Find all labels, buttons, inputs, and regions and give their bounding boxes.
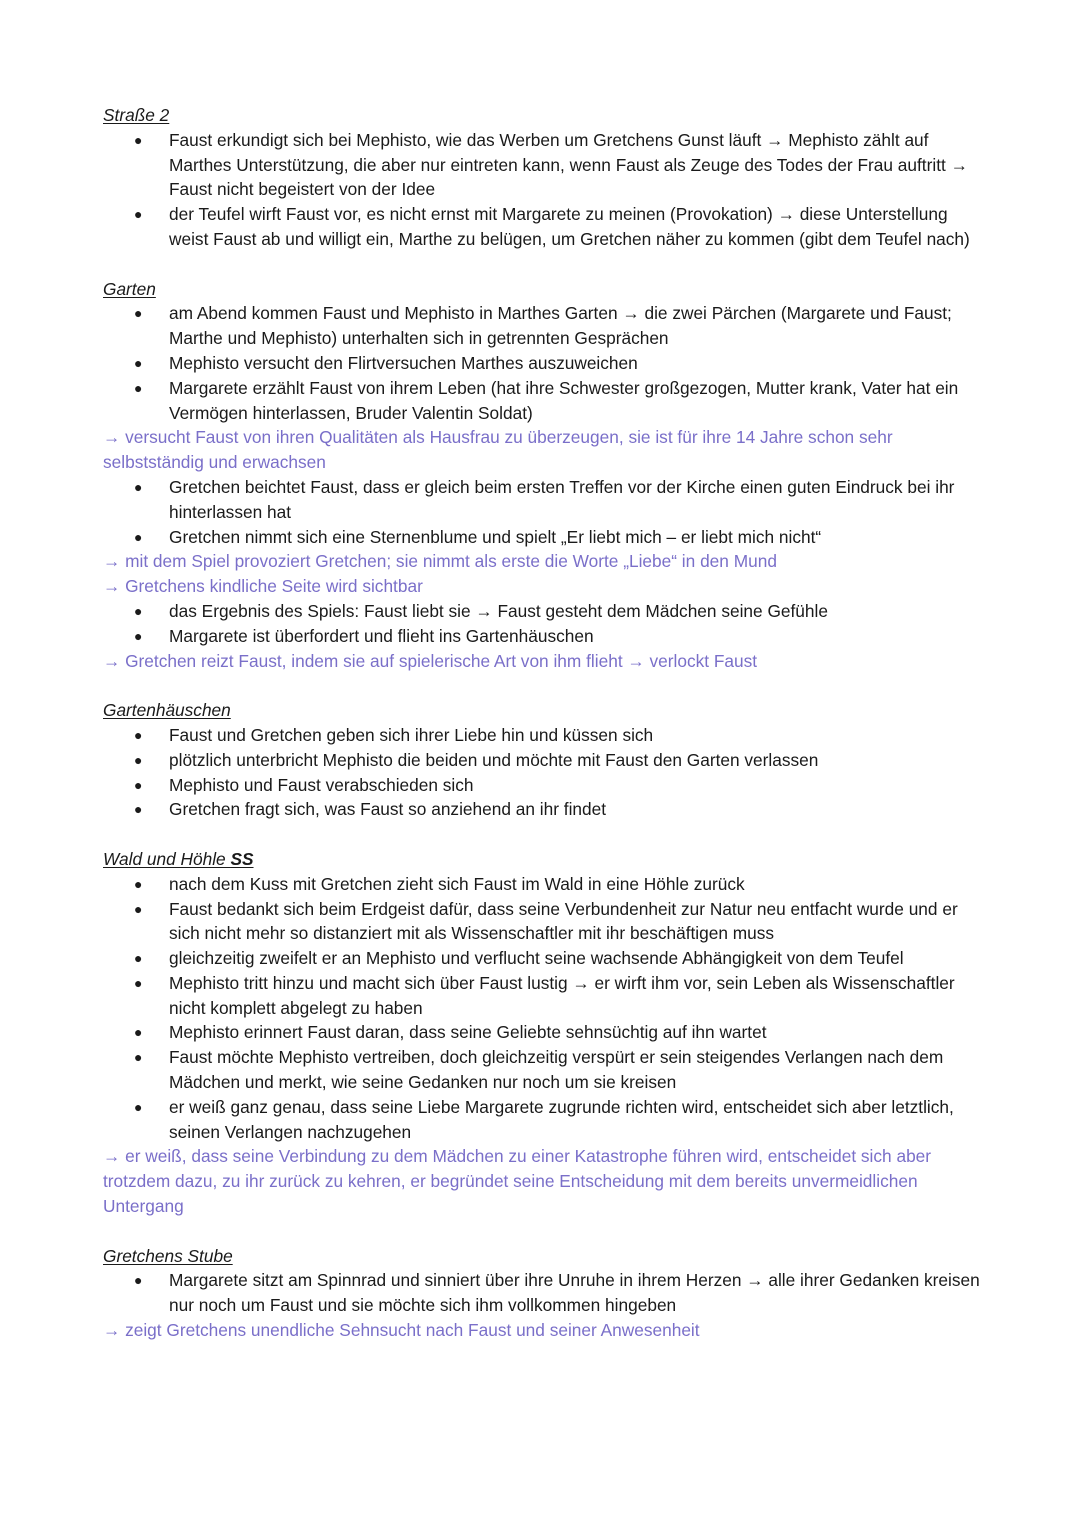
bullet-text: Faust und Gretchen geben sich ihrer Liebe hin und küssen sich bbox=[169, 724, 654, 745]
bullet-dot-icon: ● bbox=[134, 131, 143, 148]
bullet-dot-icon: ● bbox=[134, 751, 143, 768]
bullet-text: Mephisto versucht den Flirtversuchen Marthes auszuweichen bbox=[169, 352, 638, 373]
bullet-text: Mephisto tritt hinzu und macht sich über Faust lustig → er wirft ihm vor, sein Leben als Wissenschaftler nicht komplett abgelegt zu haben bbox=[169, 972, 955, 1018]
bullet-text: Gretchen fragt sich, was Faust so anziehend an ihr findet bbox=[169, 799, 607, 820]
bullet-text: Gretchen beichtet Faust, dass er gleich beim ersten Treffen vor der Kirche einen guten Eindruck bei ihr hinterlassen hat bbox=[169, 476, 955, 522]
bullet-item bbox=[103, 351, 983, 376]
bullet-dot-icon: ● bbox=[134, 726, 143, 743]
section bbox=[103, 103, 983, 252]
bullet-dot-icon: ● bbox=[134, 627, 143, 644]
section-heading-text: Garten bbox=[103, 278, 156, 299]
section bbox=[103, 698, 983, 822]
annotation-note: → zeigt Gretchens unendliche Sehnsucht nach Faust und seiner Anwesenheit bbox=[103, 1320, 700, 1341]
annotation-note: → versucht Faust von ihren Qualitäten als Hausfrau zu überzeugen, sie ist für ihre 14 Jahre schon sehr selbstständig und erwachsen bbox=[103, 427, 893, 473]
bullet-dot-icon: ● bbox=[134, 801, 143, 818]
bullet-dot-icon: ● bbox=[134, 974, 143, 991]
section-heading bbox=[103, 847, 983, 872]
bullet-dot-icon: ● bbox=[134, 602, 143, 619]
bullet-item bbox=[103, 946, 983, 971]
section-heading-text: Gartenhäuschen bbox=[103, 700, 231, 721]
annotation-note: → mit dem Spiel provoziert Gretchen; sie nimmt als erste die Worte „Liebe“ in den Mund bbox=[103, 551, 777, 572]
bullet-dot-icon: ● bbox=[134, 900, 143, 917]
section bbox=[103, 847, 983, 1219]
bullet-item bbox=[103, 599, 983, 624]
bullet-item bbox=[103, 1020, 983, 1045]
bullet-item bbox=[103, 475, 983, 525]
bullet-item bbox=[103, 525, 983, 550]
bullet-text: das Ergebnis des Spiels: Faust liebt sie → Faust gesteht dem Mädchen seine Gefühle bbox=[169, 600, 828, 621]
bullet-item bbox=[103, 1045, 983, 1095]
section-heading bbox=[103, 1244, 983, 1269]
bullet-dot-icon: ● bbox=[134, 206, 143, 223]
bullet-dot-icon: ● bbox=[134, 478, 143, 495]
bullet-dot-icon: ● bbox=[134, 305, 143, 322]
section-heading bbox=[103, 277, 983, 302]
bullet-item bbox=[103, 773, 983, 798]
bullet-dot-icon: ● bbox=[134, 528, 143, 545]
bullet-text: Margarete ist überfordert und flieht ins Gartenhäuschen bbox=[169, 625, 594, 646]
section-heading-text: Gretchens Stube bbox=[103, 1245, 233, 1266]
bullet-item bbox=[103, 301, 983, 351]
bullet-dot-icon: ● bbox=[134, 1049, 143, 1066]
bullet-text: Mephisto und Faust verabschieden sich bbox=[169, 774, 474, 795]
bullet-item bbox=[103, 1268, 983, 1318]
bullet-dot-icon: ● bbox=[134, 1098, 143, 1115]
annotation-note: → Gretchens kindliche Seite wird sichtbar bbox=[103, 576, 423, 597]
bullet-dot-icon: ● bbox=[134, 875, 143, 892]
section-heading-text: Wald und Höhle bbox=[103, 848, 231, 869]
bullet-item bbox=[103, 128, 983, 202]
section bbox=[103, 277, 983, 674]
bullet-dot-icon: ● bbox=[134, 1272, 143, 1289]
section bbox=[103, 1244, 983, 1343]
bullet-item bbox=[103, 748, 983, 773]
bullet-text: er weiß ganz genau, dass seine Liebe Margarete zugrunde richten wird, entscheidet sich aber letztlich, seinen Verlangen nachzugehen bbox=[169, 1096, 954, 1142]
bullet-text: Gretchen nimmt sich eine Sternenblume und spielt „Er liebt mich – er liebt mich nicht“ bbox=[169, 526, 822, 547]
section-heading bbox=[103, 103, 983, 128]
section-heading bbox=[103, 698, 983, 723]
bullet-dot-icon: ● bbox=[134, 776, 143, 793]
annotation-note: → er weiß, dass seine Verbindung zu dem Mädchen zu einer Katastrophe führen wird, entscheidet sich aber trotzdem dazu, zu ihr zurück zu kehren, er begründet seine Entscheidung mit dem bereits unvermeidlichen Untergang bbox=[103, 1146, 932, 1217]
bullet-item bbox=[103, 202, 983, 252]
bullet-text: Margarete sitzt am Spinnrad und sinniert über ihre Unruhe in ihrem Herzen → alle ihrer Gedanken kreisen nur noch um Faust und sie möchte sich ihm vollkommen hingeben bbox=[169, 1270, 980, 1316]
bullet-item bbox=[103, 797, 983, 822]
bullet-text: Faust erkundigt sich bei Mephisto, wie das Werben um Gretchens Gunst läuft → Mephisto zählt auf Marthes Unterstützung, die aber nur eintreten kann, wenn Faust als Zeuge des Todes der Frau auftritt → Faust nicht begeistert von der Idee bbox=[169, 129, 968, 200]
bullet-dot-icon: ● bbox=[134, 950, 143, 967]
section-heading-text: Straße 2 bbox=[103, 105, 170, 125]
bullet-dot-icon: ● bbox=[134, 379, 143, 396]
section-heading-mark: SS bbox=[230, 848, 254, 869]
bullet-item bbox=[103, 897, 983, 947]
annotation-note: → Gretchen reizt Faust, indem sie auf spielerische Art von ihm flieht → verlockt Faust bbox=[103, 650, 758, 671]
bullet-item bbox=[103, 872, 983, 897]
bullet-text: Margarete erzählt Faust von ihrem Leben (hat ihre Schwester großgezogen, Mutter krank, Vater hat ein Vermögen hinterlassen, Bruder Valentin Soldat) bbox=[169, 377, 959, 423]
bullet-item bbox=[103, 624, 983, 649]
bullet-text: Faust bedankt sich beim Erdgeist dafür, dass seine Verbundenheit zur Natur neu entfacht wurde und er sich nicht mehr so distanziert mit als Wissenschaftler mit ihr beschäftigen muss bbox=[169, 898, 958, 944]
bullet-text: gleichzeitig zweifelt er an Mephisto und verflucht seine wachsende Abhängigkeit von dem Teufel bbox=[169, 948, 904, 969]
bullet-text: nach dem Kuss mit Gretchen zieht sich Faust im Wald in eine Höhle zurück bbox=[169, 873, 745, 894]
bullet-item bbox=[103, 723, 983, 748]
bullet-text: am Abend kommen Faust und Mephisto in Marthes Garten → die zwei Pärchen (Margarete und Faust; Marthe und Mephisto) unterhalten sich in getrennten Gesprächen bbox=[169, 303, 952, 349]
bullet-text: Faust möchte Mephisto vertreiben, doch gleichzeitig verspürt er sein steigendes Verlangen nach dem Mädchen und merkt, wie seine Gedanken nur noch um sie kreisen bbox=[169, 1047, 944, 1093]
bullet-item bbox=[103, 971, 983, 1021]
bullet-text: der Teufel wirft Faust vor, es nicht ernst mit Margarete zu meinen (Provokation) → diese Unterstellung weist Faust ab und willigt ein, Marthe zu belügen, um Gretchen näher zu kommen (gibt dem Teufel nach) bbox=[169, 204, 970, 249]
bullet-dot-icon: ● bbox=[134, 354, 143, 371]
bullet-item bbox=[103, 376, 983, 426]
bullet-dot-icon: ● bbox=[134, 1024, 143, 1041]
bullet-text: plötzlich unterbricht Mephisto die beiden und möchte mit Faust den Garten verlassen bbox=[169, 749, 819, 770]
bullet-item bbox=[103, 1095, 983, 1145]
document-body bbox=[103, 103, 983, 1343]
bullet-text: Mephisto erinnert Faust daran, dass seine Geliebte sehnsüchtig auf ihn wartet bbox=[169, 1022, 767, 1043]
